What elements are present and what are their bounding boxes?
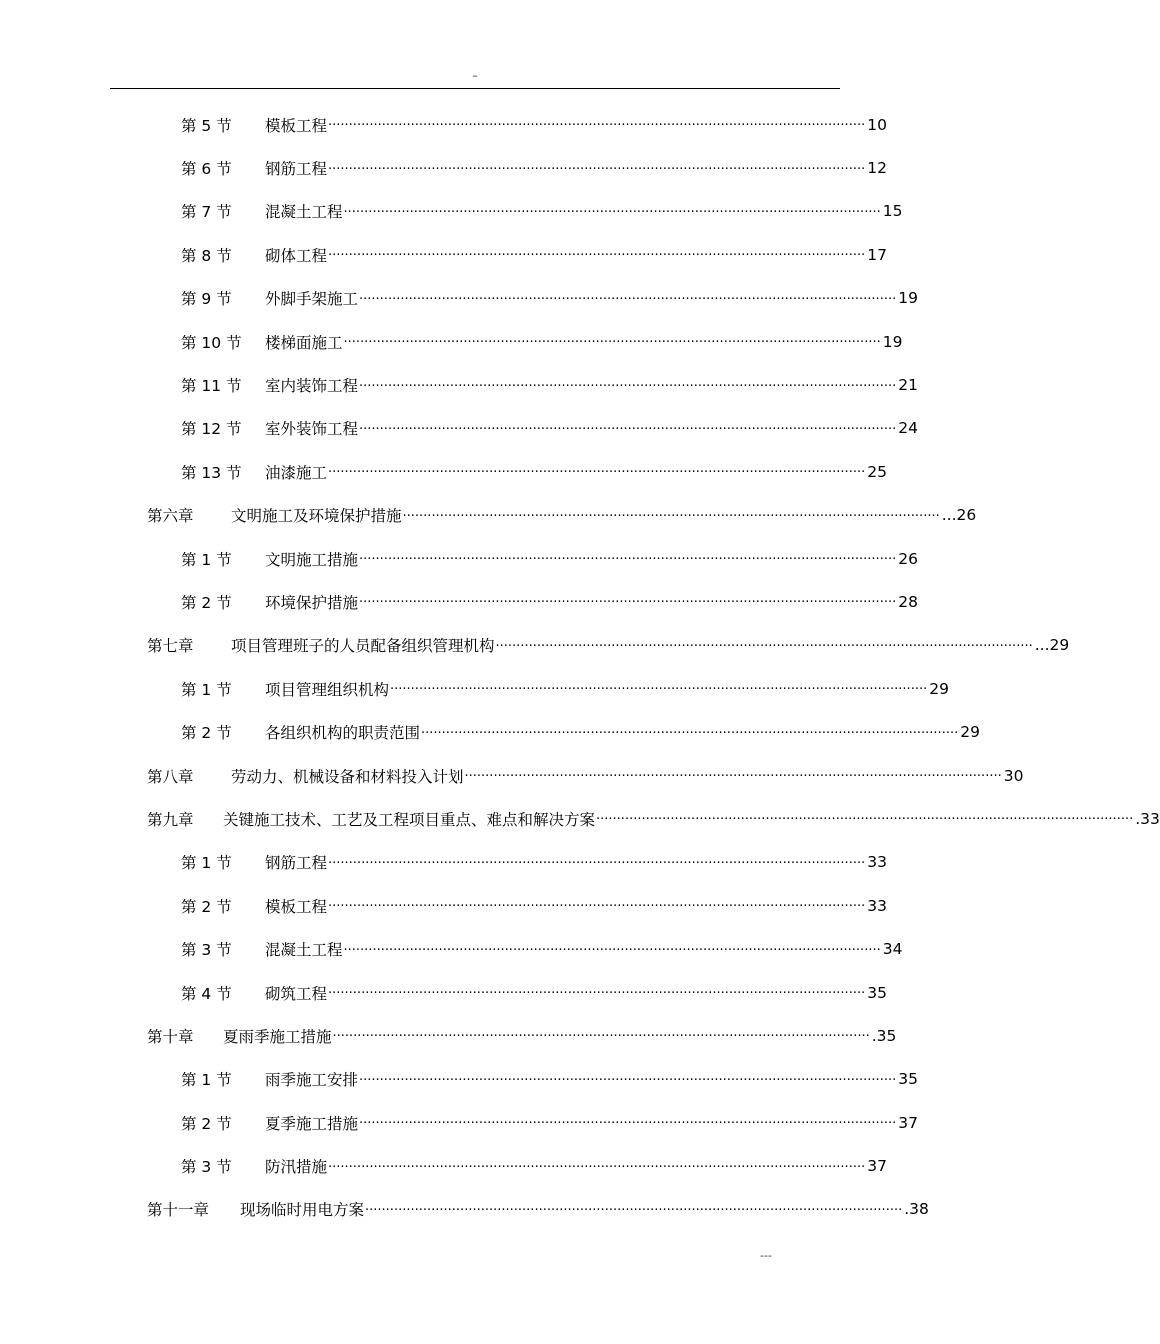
toc-entry-page: 35	[867, 983, 887, 1002]
toc-dot-leader: ··································································································································	[328, 465, 866, 481]
toc-entry-title: 现场临时用电方案	[240, 1201, 365, 1220]
toc-entry-page: ...26	[941, 506, 977, 525]
toc-dot-leader: ··································································································································	[328, 248, 866, 264]
toc-entry-number: 第 3 节	[181, 941, 232, 960]
toc-chapter-entry[interactable]	[0, 494, 977, 537]
toc-entry-title: 雨季施工安排	[265, 1071, 359, 1090]
toc-entry-line	[223, 808, 1160, 830]
toc-dot-leader: ··································································································································	[328, 1159, 866, 1175]
toc-entry-number: 第 13 节	[181, 463, 242, 482]
toc-entry-page: 21	[898, 376, 918, 395]
toc-entry-number: 第 1 节	[181, 854, 232, 873]
toc-entry-number: 第 5 节	[181, 116, 232, 135]
toc-dot-leader: ··································································································································	[328, 899, 866, 915]
toc-section-entry[interactable]	[0, 103, 950, 146]
toc-dot-leader: ··································································································································	[328, 118, 866, 134]
toc-entry-page: ...29	[1034, 636, 1070, 655]
toc-entry-title: 各组织机构的职责范围	[265, 724, 421, 743]
toc-dot-leader: ··································································································································	[402, 508, 940, 524]
toc-section-entry[interactable]	[0, 233, 950, 276]
toc-entry-line	[265, 417, 918, 439]
toc-entry-line	[265, 548, 918, 570]
toc-entry-title: 外脚手架施工	[265, 290, 359, 309]
toc-section-entry[interactable]	[0, 320, 950, 363]
toc-dot-leader: ··································································································································	[343, 204, 881, 220]
toc-section-entry[interactable]	[0, 1144, 950, 1187]
toc-entry-title: 混凝土工程	[265, 941, 343, 960]
toc-section-entry[interactable]	[0, 537, 950, 580]
toc-entry-number: 第六章	[147, 507, 194, 526]
toc-entry-title: 钢筋工程	[265, 160, 328, 179]
toc-entry-page: 35	[898, 1070, 918, 1089]
toc-section-entry[interactable]	[0, 710, 980, 753]
toc-entry-line	[231, 765, 1024, 787]
toc-entry-page: 15	[882, 202, 903, 221]
toc-dot-leader: ··································································································································	[390, 682, 928, 698]
toc-dot-leader: ··································································································································	[596, 812, 1134, 828]
toc-entry-line	[265, 244, 887, 266]
toc-entry-title: 油漆施工	[265, 463, 328, 482]
toc-entry-number: 第 1 节	[181, 680, 232, 699]
toc-entry-page: .33	[1135, 809, 1160, 828]
toc-entry-page: 17	[867, 245, 887, 264]
toc-entry-line	[265, 374, 918, 396]
toc-entry-title: 夏雨季施工措施	[223, 1027, 332, 1046]
toc-entry-number: 第 9 节	[181, 290, 232, 309]
toc-dot-leader: ··································································································································	[332, 1029, 870, 1045]
toc-entry-title: 劳动力、机械设备和材料投入计划	[231, 767, 464, 786]
toc-dot-leader: ··································································································································	[365, 1202, 903, 1218]
toc-entry-number: 第 2 节	[181, 897, 232, 916]
toc-entry-page: .35	[871, 1026, 897, 1045]
toc-section-entry[interactable]	[0, 841, 950, 884]
toc-dot-leader: ··································································································································	[343, 942, 881, 958]
toc-entry-page: 26	[898, 549, 918, 568]
toc-dot-leader: ··································································································································	[464, 769, 1002, 785]
toc-section-entry[interactable]	[0, 971, 950, 1014]
toc-entry-page: 37	[867, 1157, 887, 1176]
toc-entry-line	[265, 1112, 918, 1134]
toc-entry-number: 第十一章	[147, 1201, 210, 1220]
toc-entry-page: 37	[898, 1113, 918, 1132]
toc-entry-line	[265, 982, 887, 1004]
toc-entry-page: 30	[1003, 766, 1024, 785]
toc-entry-page: 25	[867, 462, 887, 481]
toc-entry-number: 第 8 节	[181, 246, 232, 265]
toc-entry-line	[223, 1025, 897, 1047]
toc-entry-number: 第 6 节	[181, 160, 232, 179]
toc-entry-line	[265, 591, 918, 613]
toc-entry-line	[265, 895, 887, 917]
toc-entry-title: 环境保护措施	[265, 593, 359, 612]
toc-entry-number: 第 2 节	[181, 1114, 232, 1133]
toc-dot-leader: ··································································································································	[343, 335, 881, 351]
toc-entry-title: 钢筋工程	[265, 854, 328, 873]
toc-entry-title: 模板工程	[265, 897, 328, 916]
toc-entry-number: 第 3 节	[181, 1158, 232, 1177]
toc-entry-title: 混凝土工程	[265, 203, 343, 222]
toc-entry-page: 29	[960, 723, 980, 742]
toc-section-entry[interactable]	[0, 667, 950, 710]
toc-entry-line	[265, 1155, 887, 1177]
toc-entry-title: 室内装饰工程	[265, 377, 359, 396]
toc-entry-number: 第 10 节	[181, 333, 242, 352]
toc-entry-title: 楼梯面施工	[265, 333, 343, 352]
toc-entry-line	[240, 1198, 929, 1220]
toc-entry-number: 第 2 节	[181, 593, 232, 612]
toc-entry-title: 防汛措施	[265, 1158, 328, 1177]
toc-dot-leader: ··································································································································	[359, 291, 897, 307]
toc-entry-number: 第八章	[147, 767, 194, 786]
toc-dot-leader: ··································································································································	[359, 1116, 897, 1132]
toc-section-entry[interactable]	[0, 927, 950, 970]
toc-entry-page: 10	[867, 115, 887, 134]
toc-entry-page: 12	[867, 159, 887, 178]
toc-entry-line	[265, 678, 949, 700]
toc-entry-title: 砌筑工程	[265, 984, 328, 1003]
toc-entry-number: 第 7 节	[181, 203, 232, 222]
toc-entry-number: 第七章	[147, 637, 194, 656]
toc-entry-page: 34	[882, 940, 903, 959]
toc-entry-number: 第十章	[147, 1027, 194, 1046]
toc-entry-number: 第 4 节	[181, 984, 232, 1003]
toc-entry-page: .38	[904, 1200, 929, 1219]
toc-entry-page: 29	[929, 679, 949, 698]
toc-section-entry[interactable]	[0, 1058, 950, 1101]
toc-section-entry[interactable]	[0, 884, 950, 927]
toc-entry-title: 文明施工措施	[265, 550, 359, 569]
toc-entry-page: 24	[898, 419, 918, 438]
toc-entry-title: 模板工程	[265, 116, 328, 135]
toc-entry-line	[265, 157, 887, 179]
toc-entry-page: 33	[867, 896, 887, 915]
toc-entry-number: 第 1 节	[181, 550, 232, 569]
table-of-contents	[0, 103, 1160, 1231]
toc-chapter-entry[interactable]	[0, 624, 1070, 667]
toc-section-entry[interactable]	[0, 146, 950, 189]
toc-dot-leader: ··································································································································	[359, 421, 897, 437]
toc-entry-title: 关键施工技术、工艺及工程项目重点、难点和解决方案	[223, 810, 596, 829]
toc-section-entry[interactable]	[0, 1101, 950, 1144]
toc-entry-line	[265, 1068, 918, 1090]
toc-entry-line	[265, 461, 887, 483]
toc-entry-line	[265, 114, 887, 136]
toc-chapter-entry[interactable]	[0, 1188, 950, 1231]
toc-chapter-entry[interactable]	[0, 1014, 950, 1057]
toc-section-entry[interactable]	[0, 190, 950, 233]
toc-section-entry[interactable]	[0, 407, 950, 450]
toc-entry-line	[265, 938, 903, 960]
toc-entry-title: 项目管理组织机构	[265, 680, 390, 699]
toc-entry-page: 33	[867, 853, 887, 872]
toc-section-entry[interactable]	[0, 450, 950, 493]
toc-entry-page: 19	[882, 332, 903, 351]
header-mark: –	[472, 69, 478, 82]
toc-entry-line	[265, 331, 903, 353]
toc-entry-line	[231, 504, 977, 526]
toc-entry-title: 室外装饰工程	[265, 420, 359, 439]
toc-entry-number: 第 1 节	[181, 1071, 232, 1090]
toc-entry-title: 项目管理班子的人员配备组织管理机构	[231, 637, 495, 656]
toc-entry-page: 19	[898, 289, 918, 308]
toc-chapter-entry[interactable]	[0, 754, 1024, 797]
toc-entry-number: 第九章	[147, 810, 194, 829]
toc-entry-title: 文明施工及环境保护措施	[231, 507, 402, 526]
toc-dot-leader: ··································································································································	[359, 378, 897, 394]
toc-entry-page: 28	[898, 592, 918, 611]
toc-dot-leader: ··································································································································	[328, 855, 866, 871]
toc-dot-leader: ··································································································································	[359, 552, 897, 568]
toc-dot-leader: ··································································································································	[359, 1072, 897, 1088]
toc-section-entry[interactable]	[0, 363, 950, 406]
toc-entry-number: 第 2 节	[181, 724, 232, 743]
toc-entry-line	[231, 634, 1070, 656]
toc-dot-leader: ··································································································································	[328, 986, 866, 1001]
toc-dot-leader: ··································································································································	[421, 725, 959, 741]
toc-chapter-entry[interactable]	[0, 797, 1160, 840]
toc-entry-title: 夏季施工措施	[265, 1114, 359, 1133]
toc-entry-line	[265, 721, 980, 743]
toc-dot-leader: ··································································································································	[359, 595, 897, 611]
toc-entry-line	[265, 200, 903, 222]
toc-section-entry[interactable]	[0, 277, 950, 320]
footer-mark: ---	[760, 1249, 772, 1262]
header-rule	[110, 88, 840, 89]
toc-entry-number: 第 12 节	[181, 420, 242, 439]
toc-entry-line	[265, 851, 887, 873]
toc-dot-leader: ··································································································································	[328, 161, 866, 177]
toc-dot-leader: ··································································································································	[495, 638, 1033, 654]
toc-entry-line	[265, 287, 918, 309]
toc-entry-title: 砌体工程	[265, 246, 328, 265]
toc-entry-number: 第 11 节	[181, 377, 242, 396]
toc-section-entry[interactable]	[0, 580, 950, 623]
